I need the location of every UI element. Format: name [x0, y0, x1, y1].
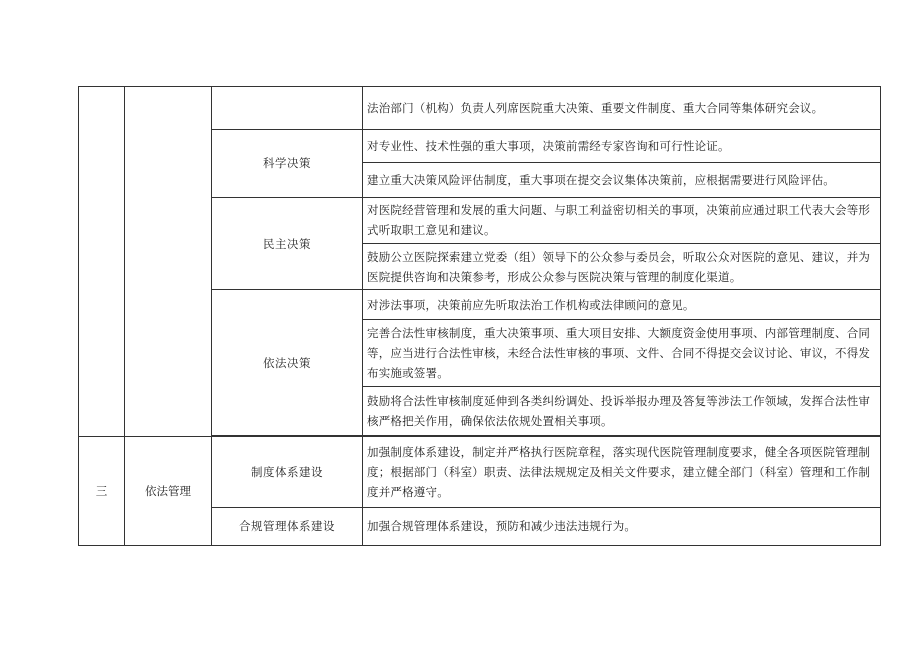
policy-table: [78, 86, 881, 546]
section-number: 三: [79, 437, 125, 546]
category-democracy: 民主决策: [212, 197, 363, 290]
content-cell: 对涉法事项，决策前应先听取法治工作机构或法律顾问的意见。: [363, 290, 881, 320]
category-science: 科学决策: [212, 130, 363, 197]
section-title-cell: [125, 87, 212, 437]
content-cell: 对专业性、技术性强的重大事项，决策前需经专家咨询和可行性论证。: [363, 130, 881, 163]
content-cell: 法治部门（机构）负责人列席医院重大决策、重要文件制度、重大合同等集体研究会议。: [363, 87, 881, 130]
section-title: 依法管理: [125, 437, 212, 546]
category-compliance: 合规管理体系建设: [212, 507, 363, 545]
content-cell: 鼓励将合法性审核制度延伸到各类纠纷调处、投诉举报办理及答复等涉法工作领域，发挥合法性审核严格把关作用，确保依法依规处置相关事项。: [363, 386, 881, 435]
content-cell: 完善合法性审核制度，重大决策事项、重大项目安排、大额度资金使用事项、内部管理制度、合同等，应当进行合法性审核，未经合法性审核的事项、文件、合同不得提交会议讨论、审议，不得发布实施或签署。: [363, 320, 881, 386]
content-cell: 鼓励公立医院探索建立党委（组）领导下的公众参与委员会，听取公众对医院的意见、建议，并为医院提供咨询和决策参考，形成公众参与医院决策与管理的制度化渠道。: [363, 244, 881, 290]
table-row: [79, 87, 881, 130]
section-number-cell: [79, 87, 125, 437]
content-cell: 建立重大决策风险评估制度，重大事项在提交会议集体决策前，应根据需要进行风险评估。: [363, 163, 881, 197]
category-cell: [212, 87, 363, 130]
table-row: [79, 437, 881, 507]
content-cell: 加强合规管理体系建设，预防和减少违法违规行为。: [363, 507, 881, 545]
category-law: 依法决策: [212, 290, 363, 436]
content-cell: 对医院经营管理和发展的重大问题、与职工利益密切相关的事项，决策前应通过职工代表大会等形式听取职工意见和建议。: [363, 197, 881, 243]
content-cell: 加强制度体系建设，制定并严格执行医院章程，落实现代医院管理制度要求，健全各项医院管理制度；根据部门（科室）职责、法律法规规定及相关文件要求，建立健全部门（科室）管理和工作制度并严格遵守。: [363, 437, 881, 507]
category-system: 制度体系建设: [212, 437, 363, 507]
